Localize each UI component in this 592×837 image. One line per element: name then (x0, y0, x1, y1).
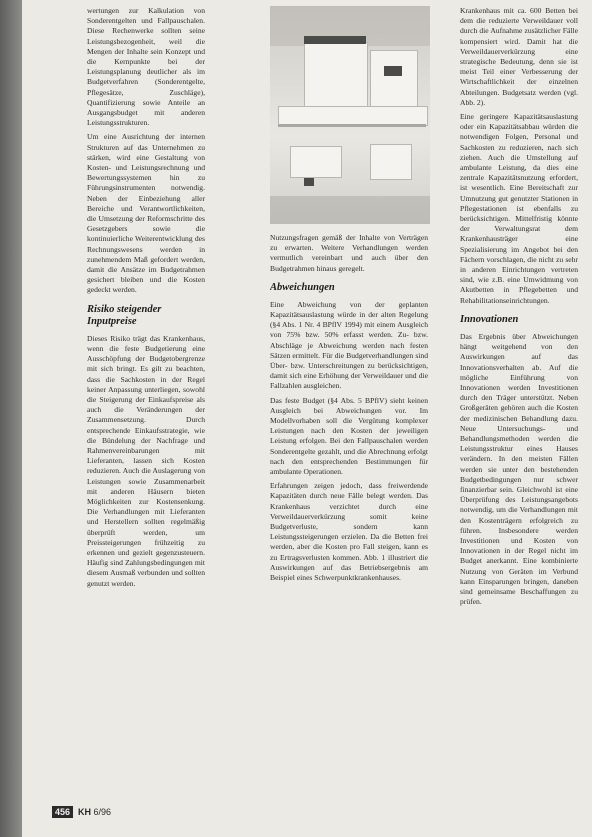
issue-number: 6/96 (93, 807, 112, 817)
text-column-middle (270, 233, 428, 587)
paragraph: Das feste Budget (§4 Abs. 5 BPflV) sieht keinen Ausgleich bei Abweichungen vor. Im Modellvorhaben soll die Vergütung komplexer Leistungen nach den Kosten der jeweiligen Leistung erfolgen. Bei den Fallpauschalen werden Sonderentgelte gezahlt, und die Abrechnung erfolgt nach den entsprechenden Bestimmungen für ambulante Operationen. (270, 395, 428, 477)
office-photo (270, 6, 430, 224)
section-heading: Risiko steigender Inputpreise (87, 303, 162, 327)
paragraph: Nutzungsfragen gemäß der Inhalte von Verträgen zu erwarten. Weitere Verhandlungen werden vermutlich vereinbart und auch über den Budgetrahmen hinaus geregelt. (270, 233, 428, 273)
text-column-left (87, 6, 205, 593)
paragraph: Dieses Risiko trägt das Krankenhaus, wenn die feste Budgetierung eine Ausschöpfung der Budgetobergrenze mit sich bringt. Es gilt zu beachten, dass die Sachkosten in der Regel keiner Anpassung unterliegen, sowohl die Steigerung der Einkaufspreise als auch die Veränderungen der Zusammensetzung. Durch entsprechende Einkaufsstrategie, wie die Bündelung der Nachfrage und Rahmenvereinbarungen mit Lieferanten, lassen sich Kosten reduzieren. Auch die Auslagerung von Leistungen sowie Zusammenarbeit mit anderen Häusern bieten Möglichkeiten zur Kostensenkung. Die Verhandlungen mit Lieferanten und Herstellern sollten regelmäßig überprüft werden, um Preissteigerungen frühzeitig zu erkennen und gezielt gegenzusteuern. Häufig sind Zahlungsbedingungen mit diesem Ausmaß verbunden und sollten genutzt werden. (87, 333, 205, 588)
section-heading: Innovationen (460, 313, 519, 325)
magazine-logo: KH (78, 807, 92, 817)
page-binding-edge (0, 0, 22, 837)
section-heading: Abweichungen (270, 281, 335, 293)
page-number: 456 (52, 806, 73, 818)
paragraph: Um eine Ausrichtung der internen Strukturen auf das Unternehmen zu stärken, wird eine Gestaltung von Kosten- und Leistungsrechnung und Bewertungssystemen hin zu Führungsinstrumenten notwendig. Neben der Einbeziehung aller Bereiche und Verantwortlichkeiten, die Umsetzung der Reformschritte des Gesetzgebers sowie die kontinuierliche Weiterentwicklung des Rechnungswesens werden in zunehmendem Maß gefordert werden, damit die Ansätze im Budgetrahmen gesichert bleiben und die Kosten gedeckt werden. (87, 132, 205, 295)
text-column-right (460, 6, 578, 611)
paragraph: Eine Abweichung von der geplanten Kapazitätsauslastung würde in der alten Regelung (§4 Abs. 1 Nr. 4 BPflV 1994) mit einem Ausgleich von 75% bzw. 50% erfasst werden. Zu- bzw. Abschläge je Abweichung werden nach festen Sätzen ermittelt. Für die Budgetverhandlungen sind Über- bzw. Unterschreitungen zu berücksichtigen, damit sich eine Erhöhung der Verweildauer und die Fallzahlen ausgleichen. (270, 299, 428, 391)
magazine-page (22, 0, 592, 837)
paragraph: Krankenhaus mit ca. 600 Betten bei dem die reduzierte Verweildauer voll durch die Aufnahme zusätzlicher Fälle kompensiert wird. Damit hat die Verweildauerverkürzung eine strategische Bedeutung, denn sie ist meist Teil einer Verbesserung der Wirtschaftlichkeit der einzelnen Abteilungen. Budgetsatz werden (vgl. Abb. 2). (460, 6, 578, 107)
page-footer (52, 805, 111, 819)
paragraph: wertungen zur Kalkulation von Sonderentgelten und Fallpauschalen. Diese Rechenwerke sollten seine Leistungsbezogenheit, weil die Mengen der Inhalte sein Konzept und die Kernpunkte bei der Leistungsplanung deutlicher als im Budgetverfahren (Sonderentgelte, Pflegesätze, Zuschläge), Quantifizierung sowie Anteile an Ausgangsbudget mit anderen Leistungsstrukturen. (87, 6, 205, 128)
paragraph: Erfahrungen zeigen jedoch, dass freiwerdende Kapazitäten durch neue Fälle belegt werden. Das Krankenhaus verzichtet durch eine Verweildauerverkürzung somit keine Budgetverluste, sondern kann Leistungssteigerungen erzielen. Da die Betten frei werden, aber die Kosten pro Fall steigen, kann es zu Ertragsverlusten kommen. Abb. 1 illustriert die Auswirkungen auf das Betriebsergebnis am Beispiel eines Schwerpunktkrankenhauses. (270, 481, 428, 583)
paragraph: Das Ergebnis über Abweichungen hängt weitgehend von den Auswirkungen auf das Innovationsverhalten ab. Auf die mögliche Einführung von Innovationen werden Investitionen durch den Träger unterstützt. Neben Großgeräten gehören auch die Kosten der medizinischen Behandlung dazu. Neue Untersuchungs- und Behandlungsmethoden werden die Leistungsstruktur eines Hauses verändern. In den meisten Fällen werden sie unter den bestehenden Budgetbedingungen nur schwer finanzierbar sein. Gleichwohl ist eine Überprüfung des Leistungsangebots notwendig, um die Verhandlungen mit den Kostenträgern erfolgreich zu führen. Insbesondere werden Investitionen und Kosten von Innovationen in der Regel nicht im Budget anerkannt. Eine kombinierte Nutzung von Geräten im Verbund kann Einsparungen bringen, daneben sind gemeinsame Beschaffungen zu prüfen. (460, 331, 578, 607)
magazine-issue (78, 807, 111, 817)
paragraph: Eine geringere Kapazitätsauslastung oder ein Kapazitätsabbau würden die notwendigen Folgen, Personal und Sachkosten zu reduzieren, nach sich ziehen. Auch die Umstellung auf ambulante Leistung, da dies eine zentrale Kapazitätsnutzung erfordert, ist wesentlich. Eine Bereitschaft zur Umnutzung gut genutzter Stationen in Pflegestationen ist ebenfalls zu berücksichtigen. Mittelfristig könnte der Verwaltungsrat dem Krankenhausträger eine Spezialisierung im Angebot bei den Fächern vorschlagen, die nicht zu sehr in anderen Einrichtungen vertreten sind, wie z.B. eine Umwidmung von Akutbetten in Pflegebetten und Rehabilitationseinrichtungen. (460, 112, 578, 305)
